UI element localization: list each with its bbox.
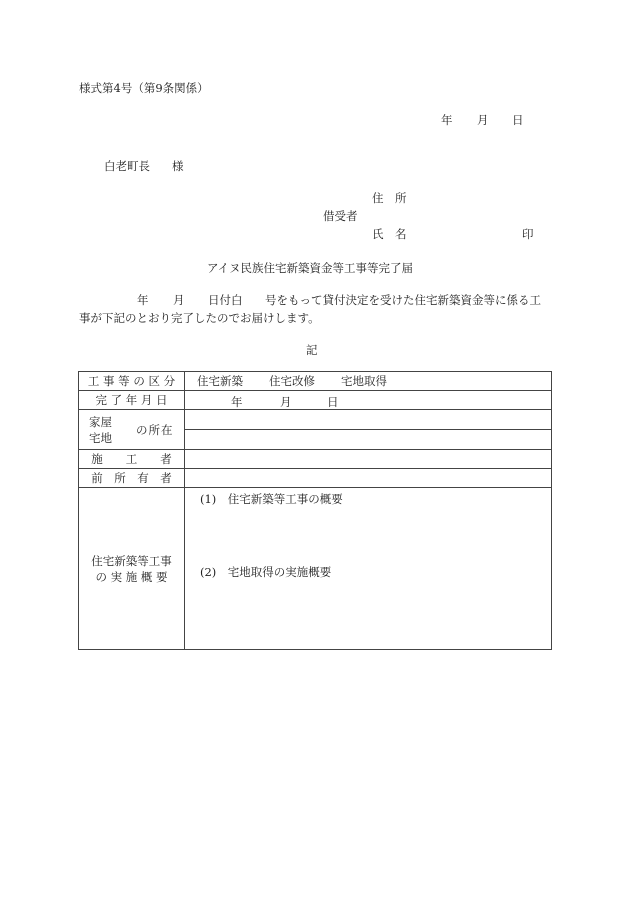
completion-day-unit: 日: [327, 395, 339, 409]
summary-item-construction: (1) 住宅新築等工事の概要: [200, 492, 343, 506]
date-month-unit: 月: [477, 113, 489, 127]
option-new-construction: 住宅新築: [197, 374, 243, 388]
body-year: 年: [137, 293, 149, 307]
category-label-cell: [79, 372, 185, 391]
seal-mark: 印: [522, 227, 534, 241]
location-land-label: 宅地: [89, 431, 112, 445]
option-renovation: 住宅改修: [269, 374, 315, 388]
completion-form-table: [78, 371, 552, 650]
location-label-cell: [79, 410, 185, 450]
body-number-text: 号をもって貸付決定を受けた住宅新築資金等に係る工: [265, 293, 541, 307]
contractor-label-cell: [79, 450, 185, 469]
previous-owner-label: 前 所 有 者: [91, 471, 172, 485]
contractor-row: [79, 450, 552, 469]
applicant-name-label: 氏 名: [372, 227, 407, 241]
completion-year-unit: 年: [231, 395, 243, 409]
previous-owner-value: [185, 469, 552, 488]
summary-content-cell: [185, 488, 552, 650]
applicant-address-label: 住 所: [372, 191, 407, 205]
ki-heading: 記: [306, 343, 318, 357]
form-number: 様式第4号（第9条関係）: [79, 81, 209, 95]
body-month: 月: [173, 293, 185, 307]
applicant-role-label: 借受者: [323, 209, 358, 223]
body-line-2: 事が下記のとおり完了したのでお届けします。: [79, 311, 320, 325]
contractor-label: 施 工 者: [91, 452, 172, 466]
previous-owner-row: [79, 469, 552, 488]
summary-label-line-1: 住宅新築等工事: [91, 553, 172, 568]
body-day-ref: 日付白: [208, 293, 243, 307]
completion-month-unit: 月: [280, 395, 292, 409]
option-land-acquisition: 宅地取得: [341, 374, 387, 388]
completion-label: 完 了 年 月 日: [95, 393, 168, 407]
addressee-honorific: 様: [172, 159, 184, 173]
category-options-cell: [185, 372, 552, 391]
location-value-2: [185, 430, 552, 450]
document-title: アイヌ民族住宅新築資金等工事等完了届: [207, 261, 413, 275]
date-day-unit: 日: [512, 113, 524, 127]
category-row: [79, 372, 552, 391]
category-label: 工 事 等 の 区 分: [87, 374, 176, 388]
location-house-label: 家屋: [89, 415, 112, 429]
summary-item-land: (2) 宅地取得の実施概要: [200, 565, 332, 579]
location-row-1: [79, 410, 552, 430]
location-suffix-label: の所在: [136, 423, 174, 437]
summary-row: [79, 488, 552, 650]
completion-date-cell: [185, 391, 552, 410]
summary-label-cell: [79, 488, 185, 650]
contractor-value: [185, 450, 552, 469]
summary-label-line-2: の 実 施 概 要: [95, 569, 168, 584]
date-year-unit: 年: [441, 113, 453, 127]
location-value-1: [185, 410, 552, 430]
addressee-name: 白老町長: [104, 159, 150, 173]
completion-label-cell: [79, 391, 185, 410]
completion-date-row: [79, 391, 552, 410]
previous-owner-label-cell: [79, 469, 185, 488]
